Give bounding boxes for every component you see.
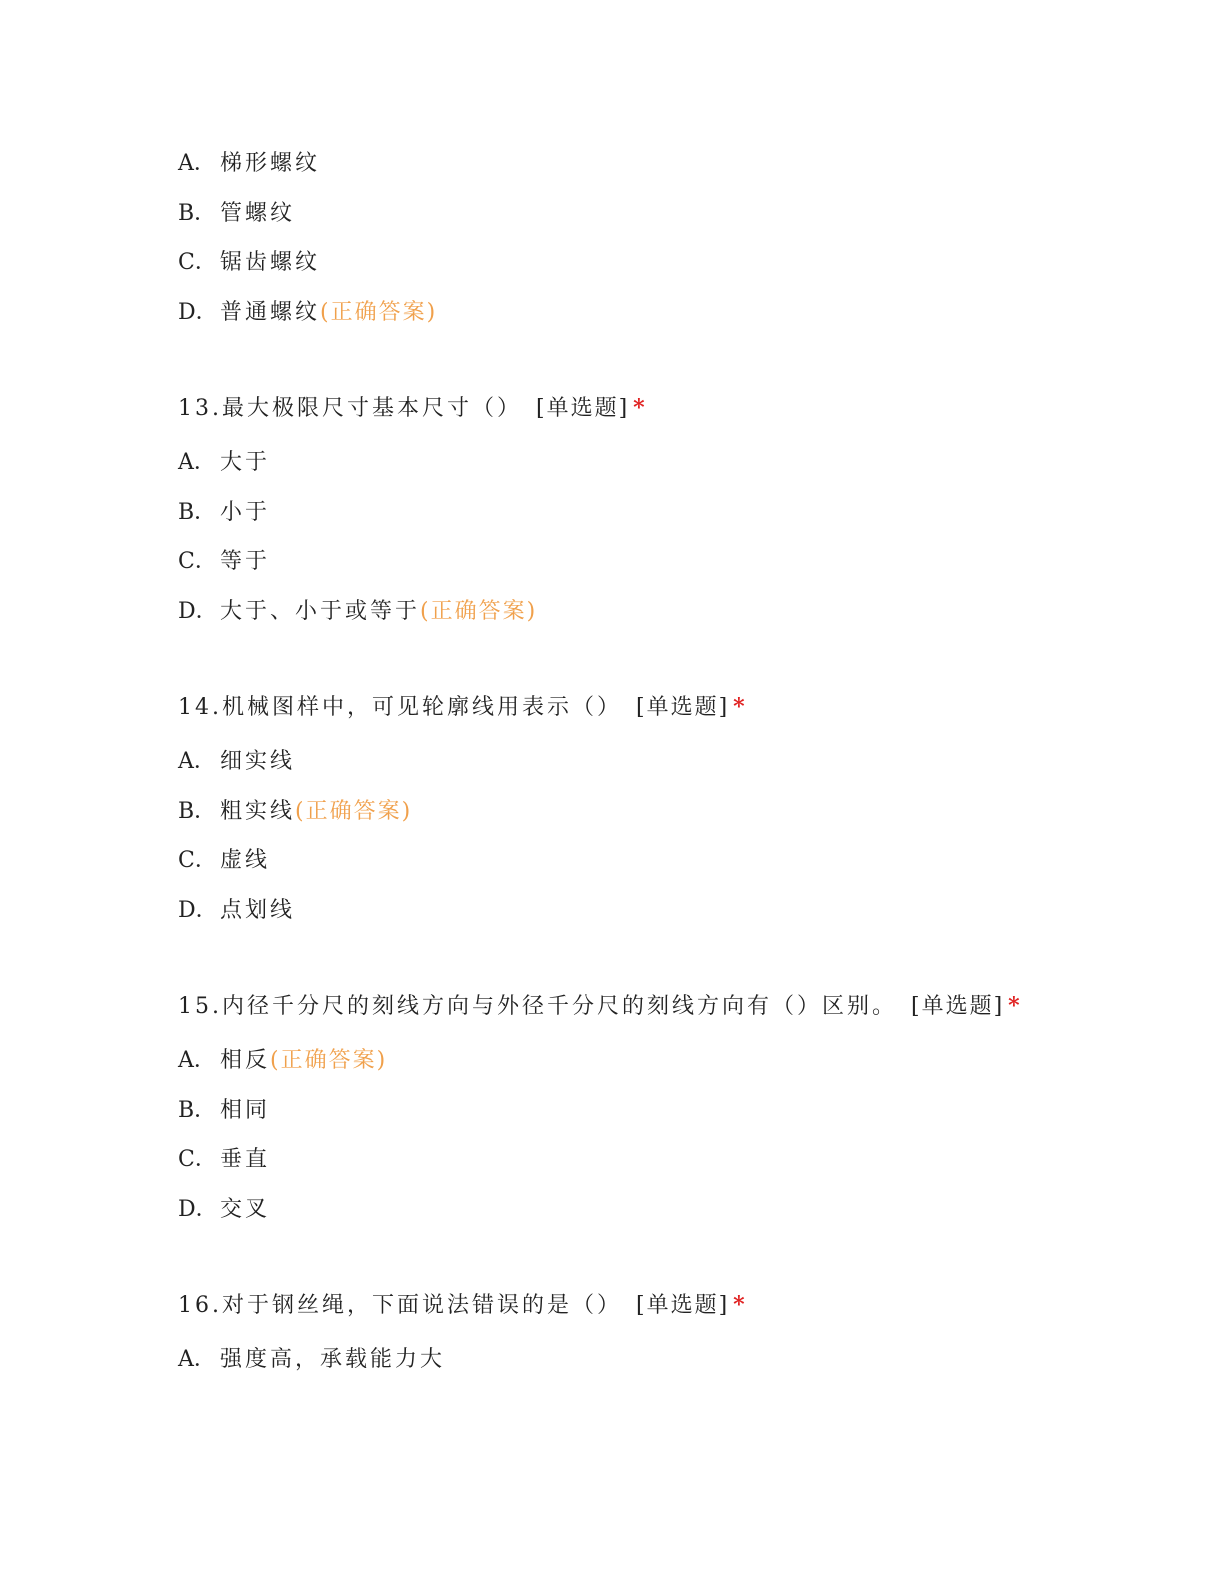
option-letter: B． xyxy=(178,201,217,226)
required-asterisk: * xyxy=(1008,993,1023,1019)
option-d xyxy=(178,896,295,926)
question-title xyxy=(178,1290,748,1321)
option-b xyxy=(178,797,412,827)
option-b xyxy=(178,1096,270,1126)
option-text: 垂直 xyxy=(220,1147,271,1172)
question-title xyxy=(178,692,748,723)
option-c xyxy=(178,248,320,278)
question-text: 14.机械图样中，可见轮廓线用表示（） xyxy=(178,695,622,720)
question-title xyxy=(178,393,648,424)
option-text: 相同 xyxy=(220,1098,271,1123)
required-asterisk: * xyxy=(733,1292,748,1318)
option-c xyxy=(178,547,270,577)
correct-answer-mark: (正确答案) xyxy=(320,300,438,325)
option-a xyxy=(178,1345,445,1375)
option-text: 细实线 xyxy=(220,749,296,774)
option-a xyxy=(178,1046,387,1076)
option-letter: D． xyxy=(178,599,218,624)
option-b xyxy=(178,498,270,528)
question-text: 13.最大极限尺寸基本尺寸（） xyxy=(178,396,522,421)
option-letter: A． xyxy=(178,1347,216,1372)
option-text: 虚线 xyxy=(220,848,271,873)
option-letter: C． xyxy=(178,250,217,275)
option-a xyxy=(178,448,270,478)
option-text: 强度高，承载能力大 xyxy=(220,1347,446,1372)
required-asterisk: * xyxy=(733,694,748,720)
option-text: 交叉 xyxy=(220,1197,271,1222)
option-text: 大于、小于或等于 xyxy=(220,599,421,624)
option-text: 小于 xyxy=(220,500,271,525)
option-d xyxy=(178,597,537,627)
option-d xyxy=(178,1195,270,1225)
option-text: 锯齿螺纹 xyxy=(220,250,321,275)
option-letter: A． xyxy=(178,151,216,176)
option-c xyxy=(178,846,270,876)
option-b xyxy=(178,199,295,229)
option-a xyxy=(178,747,295,777)
option-letter: B． xyxy=(178,1098,217,1123)
question-text: 16.对于钢丝绳，下面说法错误的是（） xyxy=(178,1293,622,1318)
correct-answer-mark: (正确答案) xyxy=(420,599,538,624)
question-type: [单选题] xyxy=(636,695,730,720)
option-letter: A． xyxy=(178,749,216,774)
question-type: [单选题] xyxy=(911,994,1005,1019)
option-letter: C． xyxy=(178,1147,217,1172)
option-text: 粗实线 xyxy=(220,799,296,824)
option-letter: C． xyxy=(178,848,217,873)
option-letter: B． xyxy=(178,799,217,824)
question-type: [单选题] xyxy=(636,1293,730,1318)
option-a xyxy=(178,149,320,179)
correct-answer-mark: (正确答案) xyxy=(270,1048,388,1073)
question-title xyxy=(178,991,1023,1022)
option-text: 相反 xyxy=(220,1048,271,1073)
option-c xyxy=(178,1145,270,1175)
option-letter: A． xyxy=(178,1048,216,1073)
correct-answer-mark: (正确答案) xyxy=(295,799,413,824)
question-text: 15.内径千分尺的刻线方向与外径千分尺的刻线方向有（）区别。 xyxy=(178,994,897,1019)
option-letter: D． xyxy=(178,300,218,325)
option-text: 点划线 xyxy=(220,898,296,923)
option-text: 大于 xyxy=(220,450,271,475)
option-letter: C． xyxy=(178,549,217,574)
required-asterisk: * xyxy=(633,395,648,421)
option-letter: B． xyxy=(178,500,217,525)
question-type: [单选题] xyxy=(536,396,630,421)
option-letter: A． xyxy=(178,450,216,475)
option-d xyxy=(178,298,437,328)
option-text: 等于 xyxy=(220,549,271,574)
option-letter: D． xyxy=(178,1197,218,1222)
option-letter: D． xyxy=(178,898,218,923)
option-text: 普通螺纹 xyxy=(220,300,321,325)
option-text: 梯形螺纹 xyxy=(220,151,321,176)
option-text: 管螺纹 xyxy=(220,201,296,226)
